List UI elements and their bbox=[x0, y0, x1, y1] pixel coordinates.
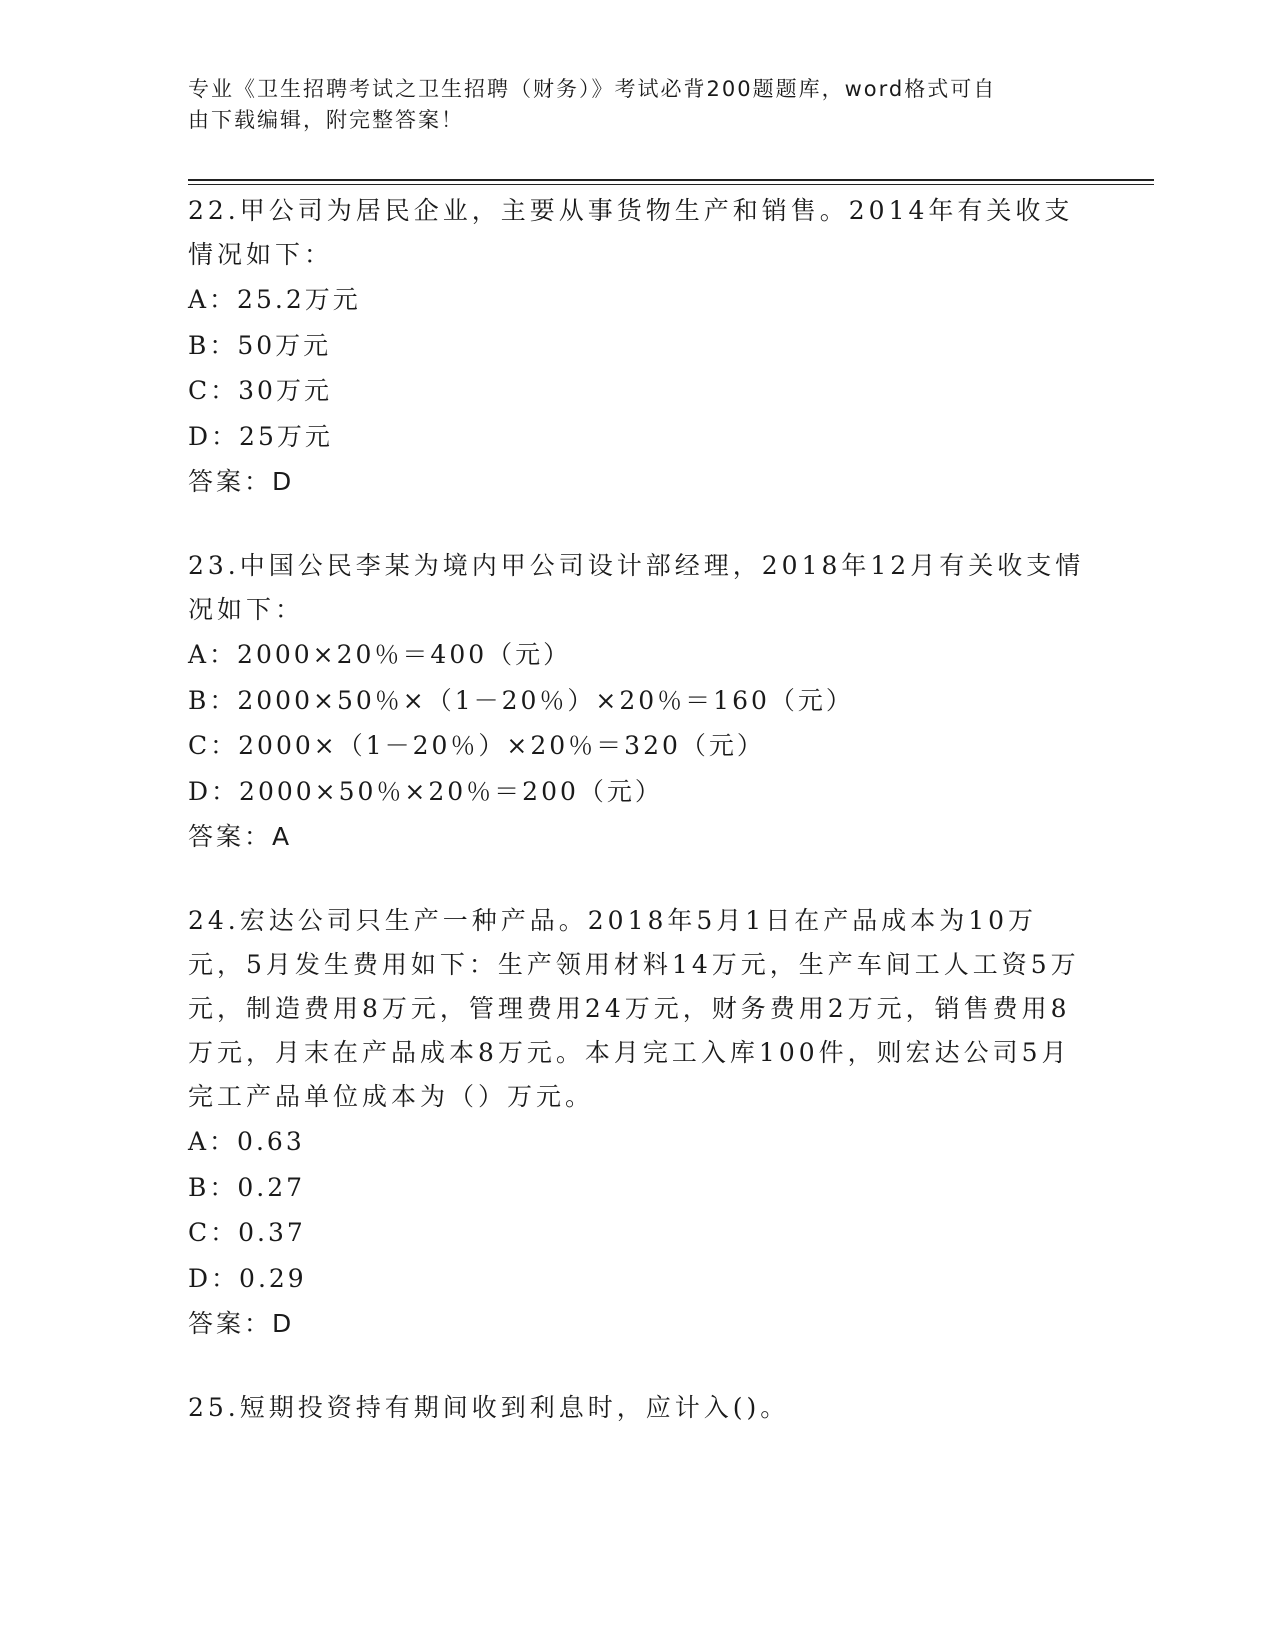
question-text: 23.中国公民李某为境内甲公司设计部经理，2018年12月有关收支情况如下： bbox=[188, 551, 1085, 624]
answer-line: 答案：D bbox=[188, 467, 295, 496]
option-a: A：0.63 bbox=[188, 1127, 305, 1156]
option-a: A：25.2万元 bbox=[188, 285, 361, 314]
question-list bbox=[188, 189, 1088, 1470]
option-c: C：2000×（1－20％）×20％＝320（元） bbox=[188, 731, 765, 760]
question-text: 24.宏达公司只生产一种产品。2018年5月1日在产品成本为10万元，5月发生费用如下：生产领用材料14万元，生产车间工人工资5万元，制造费用8万元，管理费用24万元，财务费用2万元，销售费用8万元，月末在产品成本8万元。本月完工入库100件，则宏达公司5月完工产品单位成本为（）万元。 bbox=[188, 906, 1080, 1111]
answer-line: 答案：D bbox=[188, 1309, 295, 1338]
question-22 bbox=[188, 189, 1088, 504]
question-text: 22.甲公司为居民企业，主要从事货物生产和销售。2014年有关收支情况如下： bbox=[188, 196, 1074, 269]
question-text: 25.短期投资持有期间收到利息时，应计入()。 bbox=[188, 1393, 790, 1422]
option-b: B：2000×50％×（1－20％）×20％＝160（元） bbox=[188, 685, 854, 715]
question-23 bbox=[188, 544, 1088, 859]
option-b: B：50万元 bbox=[188, 330, 332, 360]
option-a: A：2000×20％＝400（元） bbox=[188, 640, 572, 669]
question-25 bbox=[188, 1386, 1088, 1430]
option-c: C：30万元 bbox=[188, 376, 332, 405]
header-line-1: 专业《卫生招聘考试之卫生招聘（财务）》考试必背200题题库，word格式可自 bbox=[188, 77, 997, 101]
option-c: C：0.37 bbox=[188, 1218, 306, 1247]
option-d: D：0.29 bbox=[188, 1263, 307, 1293]
header-divider-thin bbox=[188, 184, 1154, 185]
option-d: D：2000×50％×20％＝200（元） bbox=[188, 776, 663, 806]
option-d: D：25万元 bbox=[188, 421, 333, 451]
header-divider-thick bbox=[188, 179, 1154, 181]
document-header bbox=[188, 74, 1068, 136]
question-24 bbox=[188, 899, 1088, 1346]
option-b: B：0.27 bbox=[188, 1172, 306, 1202]
answer-line: 答案：A bbox=[188, 822, 293, 851]
header-line-2: 由下载编辑，附完整答案！ bbox=[188, 108, 464, 132]
